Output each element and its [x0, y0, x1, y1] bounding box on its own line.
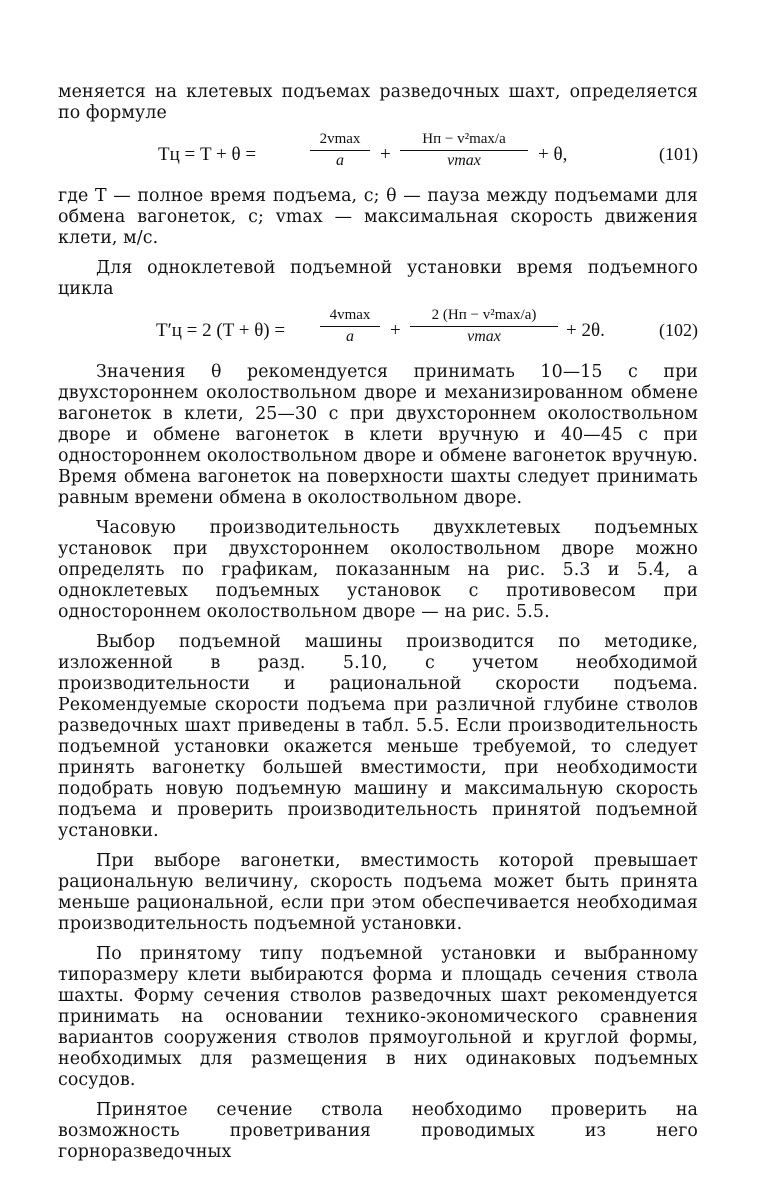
formula-102-frac1-num: 4vmax: [329, 307, 371, 323]
paragraph-where: где T — полное время подъема, с; θ — пауза между подъемами для обмена вагонеток, с; vmax — максимальная скорость движения клети, м/с.: [58, 186, 698, 248]
paragraph-single-cage: Для одноклетевой подъемной установки время подъемного цикла: [58, 258, 698, 299]
formula-101-plus: +: [380, 144, 391, 165]
formula-101-frac2-den: vmax: [447, 152, 481, 169]
formula-101-frac1-den: a: [336, 152, 344, 169]
formula-101-frac1-num: 2vmax: [319, 131, 361, 147]
equation-number-102: (102): [659, 320, 698, 340]
paragraph-section: По принятому типу подъемной установки и выбранному типоразмеру клети выбираются форма и площадь сечения ствола шахты. Форму сечения стволов разведочных шахт рекомендуется принимать на основании технико-экономического сравнения вариантов сооружения стволов прямоугольной и круглой формы, необходимых для размещения в них одинаковых подъемных сосудов.: [58, 944, 698, 1090]
paragraph-wagon: При выборе вагонетки, вместимость которой превышает рациональную величину, скорость подъема может быть принята меньше рациональной, если при этом обеспечивается необходимая производительность подъемной установки.: [58, 851, 698, 934]
equation-number-101: (101): [659, 144, 698, 164]
formula-101-lhs: Tц = T + θ =: [158, 144, 257, 165]
page-text: [58, 82, 698, 1163]
formula-102-fraction-2: [410, 306, 558, 347]
formula-102-plus: +: [390, 320, 401, 341]
formula-101: [58, 124, 698, 186]
formula-101-frac2-num: Hп − v²max/a: [422, 131, 506, 147]
formula-101-fraction-1: [310, 130, 370, 171]
paragraph-check: Принятое сечение ствола необходимо проверить на возможность проветривания проводимых из него горноразведочных: [58, 1100, 698, 1162]
paragraph-choice: Выбор подъемной машины производится по методике, изложенной в разд. 5.10, с учетом необходимой производительности и рациональной скорости подъема. Рекомендуемые скорости подъема при различной глубине стволов разведочных шахт приведены в табл. 5.5. Если производительность подъемной установки окажется меньше требуемой, то следует принять вагонетку большей вместимости, при необходимости подобрать новую подъемную машину и максимальную скорость подъема и проверить производительность принятой подъемной установки.: [58, 632, 698, 841]
formula-101-tail: + θ,: [538, 144, 568, 165]
formula-102: [58, 300, 698, 362]
formula-102-lhs: T′ц = 2 (T + θ) =: [156, 320, 286, 341]
formula-102-tail: + 2θ.: [566, 320, 605, 341]
paragraph-hourly: Часовую производительность двухклетевых подъемных установок при двухстороннем околоствольном дворе можно определять по графикам, показанным на рис. 5.3 и 5.4, а одноклетевых подъемных установок с противовесом при одностороннем околоствольном дворе — на рис. 5.5.: [58, 518, 698, 622]
formula-101-fraction-2: [400, 130, 528, 171]
paragraph-intro: меняется на клетевых подъемах разведочных шахт, определяется по формуле: [58, 82, 698, 123]
formula-102-frac1-den: a: [346, 328, 354, 345]
formula-102-frac2-den: vmax: [467, 328, 501, 345]
formula-102-fraction-1: [320, 306, 380, 347]
paragraph-theta-values: Значения θ рекомендуется принимать 10—15 с при двухстороннем околоствольном дворе и механизированном обмене вагонеток в клети, 25—30 с при двухстороннем околоствольном дворе и обмене вагонеток в клети вручную и 40—45 с при одностороннем околоствольном дворе и обмене вагонеток вручную. Время обмена вагонеток на поверхности шахты следует принимать равным времени обмена в околоствольном дворе.: [58, 362, 698, 508]
formula-102-frac2-num: 2 (Hп − v²max/a): [431, 307, 537, 323]
